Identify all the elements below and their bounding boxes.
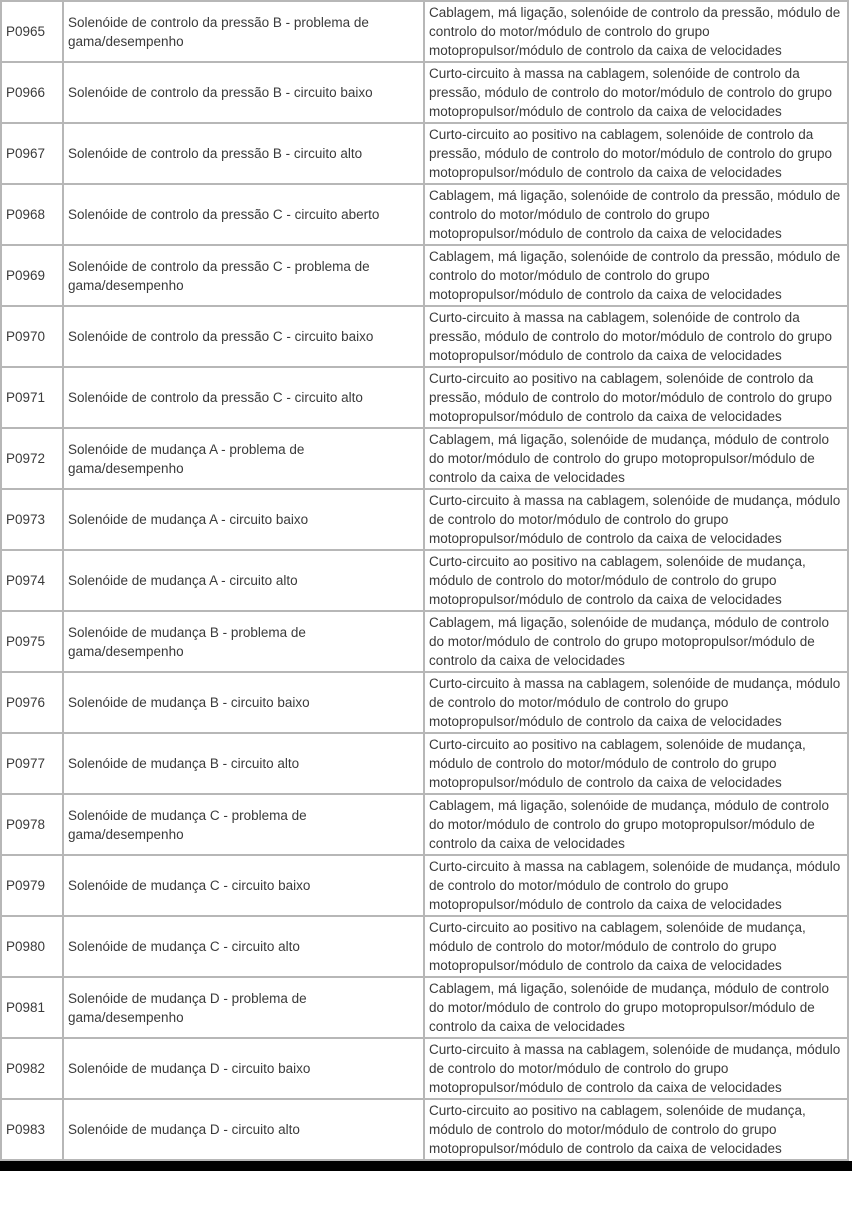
dtc-causes: Curto-circuito à massa na cablagem, solenóide de controlo da pressão, módulo de controlo do motor/módulo de controlo do grupo motopropulsor/módulo de controlo da caixa de velocidades bbox=[424, 306, 848, 367]
table-row bbox=[1, 855, 848, 916]
dtc-code: P0968 bbox=[1, 184, 63, 245]
dtc-causes: Curto-circuito ao positivo na cablagem, solenóide de controlo da pressão, módulo de controlo do motor/módulo de controlo do grupo motopropulsor/módulo de controlo da caixa de velocidades bbox=[424, 123, 848, 184]
table-row bbox=[1, 306, 848, 367]
table-row bbox=[1, 245, 848, 306]
dtc-description: Solenóide de mudança C - circuito baixo bbox=[63, 855, 424, 916]
table-row bbox=[1, 550, 848, 611]
table-row bbox=[1, 489, 848, 550]
dtc-code: P0965 bbox=[1, 1, 63, 62]
dtc-description: Solenóide de mudança D - problema de gama/desempenho bbox=[63, 977, 424, 1038]
table-row bbox=[1, 794, 848, 855]
dtc-description: Solenóide de controlo da pressão B - circuito alto bbox=[63, 123, 424, 184]
dtc-description: Solenóide de mudança A - problema de gama/desempenho bbox=[63, 428, 424, 489]
dtc-description: Solenóide de mudança B - problema de gama/desempenho bbox=[63, 611, 424, 672]
table-row bbox=[1, 977, 848, 1038]
dtc-code: P0977 bbox=[1, 733, 63, 794]
table-row bbox=[1, 62, 848, 123]
table-row bbox=[1, 123, 848, 184]
dtc-code: P0966 bbox=[1, 62, 63, 123]
dtc-code: P0982 bbox=[1, 1038, 63, 1099]
table-row bbox=[1, 184, 848, 245]
dtc-code: P0974 bbox=[1, 550, 63, 611]
dtc-code: P0980 bbox=[1, 916, 63, 977]
dtc-code: P0978 bbox=[1, 794, 63, 855]
dtc-description: Solenóide de controlo da pressão B - problema de gama/desempenho bbox=[63, 1, 424, 62]
page-bottom-rule bbox=[0, 1161, 852, 1171]
dtc-causes: Curto-circuito ao positivo na cablagem, solenóide de mudança, módulo de controlo do motor/módulo de controlo do grupo motopropulsor/módulo de controlo da caixa de velocidades bbox=[424, 733, 848, 794]
dtc-causes: Curto-circuito à massa na cablagem, solenóide de mudança, módulo de controlo do motor/módulo de controlo do grupo motopropulsor/módulo de controlo da caixa de velocidades bbox=[424, 489, 848, 550]
dtc-description: Solenóide de controlo da pressão B - circuito baixo bbox=[63, 62, 424, 123]
dtc-causes: Cablagem, má ligação, solenóide de mudança, módulo de controlo do motor/módulo de controlo do grupo motopropulsor/módulo de controlo da caixa de velocidades bbox=[424, 428, 848, 489]
dtc-causes: Cablagem, má ligação, solenóide de controlo da pressão, módulo de controlo do motor/módulo de controlo do grupo motopropulsor/módulo de controlo da caixa de velocidades bbox=[424, 245, 848, 306]
dtc-causes: Cablagem, má ligação, solenóide de mudança, módulo de controlo do motor/módulo de controlo do grupo motopropulsor/módulo de controlo da caixa de velocidades bbox=[424, 977, 848, 1038]
dtc-table-body bbox=[1, 1, 848, 1160]
dtc-description: Solenóide de mudança D - circuito baixo bbox=[63, 1038, 424, 1099]
dtc-code: P0972 bbox=[1, 428, 63, 489]
dtc-causes: Cablagem, má ligação, solenóide de controlo da pressão, módulo de controlo do motor/módulo de controlo do grupo motopropulsor/módulo de controlo da caixa de velocidades bbox=[424, 184, 848, 245]
dtc-description: Solenóide de mudança C - circuito alto bbox=[63, 916, 424, 977]
dtc-code: P0973 bbox=[1, 489, 63, 550]
dtc-description: Solenóide de controlo da pressão C - circuito aberto bbox=[63, 184, 424, 245]
table-row bbox=[1, 733, 848, 794]
dtc-description: Solenóide de controlo da pressão C - problema de gama/desempenho bbox=[63, 245, 424, 306]
dtc-code: P0983 bbox=[1, 1099, 63, 1160]
dtc-code: P0976 bbox=[1, 672, 63, 733]
dtc-causes: Cablagem, má ligação, solenóide de mudança, módulo de controlo do motor/módulo de controlo do grupo motopropulsor/módulo de controlo da caixa de velocidades bbox=[424, 611, 848, 672]
dtc-description: Solenóide de controlo da pressão C - circuito baixo bbox=[63, 306, 424, 367]
dtc-code: P0969 bbox=[1, 245, 63, 306]
dtc-causes: Curto-circuito à massa na cablagem, solenóide de mudança, módulo de controlo do motor/módulo de controlo do grupo motopropulsor/módulo de controlo da caixa de velocidades bbox=[424, 672, 848, 733]
dtc-code: P0979 bbox=[1, 855, 63, 916]
dtc-description: Solenóide de mudança B - circuito baixo bbox=[63, 672, 424, 733]
table-row bbox=[1, 916, 848, 977]
dtc-description: Solenóide de mudança A - circuito alto bbox=[63, 550, 424, 611]
table-row bbox=[1, 367, 848, 428]
dtc-description: Solenóide de mudança D - circuito alto bbox=[63, 1099, 424, 1160]
dtc-code: P0970 bbox=[1, 306, 63, 367]
table-row bbox=[1, 1099, 848, 1160]
dtc-causes: Curto-circuito ao positivo na cablagem, solenóide de mudança, módulo de controlo do motor/módulo de controlo do grupo motopropulsor/módulo de controlo da caixa de velocidades bbox=[424, 550, 848, 611]
dtc-code: P0981 bbox=[1, 977, 63, 1038]
table-row bbox=[1, 672, 848, 733]
dtc-causes: Cablagem, má ligação, solenóide de mudança, módulo de controlo do motor/módulo de controlo do grupo motopropulsor/módulo de controlo da caixa de velocidades bbox=[424, 794, 848, 855]
dtc-code: P0967 bbox=[1, 123, 63, 184]
dtc-code: P0971 bbox=[1, 367, 63, 428]
table-row bbox=[1, 1038, 848, 1099]
dtc-causes: Curto-circuito à massa na cablagem, solenóide de mudança, módulo de controlo do motor/módulo de controlo do grupo motopropulsor/módulo de controlo da caixa de velocidades bbox=[424, 855, 848, 916]
dtc-description: Solenóide de mudança A - circuito baixo bbox=[63, 489, 424, 550]
dtc-description: Solenóide de controlo da pressão C - circuito alto bbox=[63, 367, 424, 428]
dtc-causes: Curto-circuito à massa na cablagem, solenóide de mudança, módulo de controlo do motor/módulo de controlo do grupo motopropulsor/módulo de controlo da caixa de velocidades bbox=[424, 1038, 848, 1099]
dtc-description: Solenóide de mudança B - circuito alto bbox=[63, 733, 424, 794]
table-row bbox=[1, 1, 848, 62]
dtc-causes: Curto-circuito ao positivo na cablagem, solenóide de mudança, módulo de controlo do motor/módulo de controlo do grupo motopropulsor/módulo de controlo da caixa de velocidades bbox=[424, 1099, 848, 1160]
dtc-description: Solenóide de mudança C - problema de gama/desempenho bbox=[63, 794, 424, 855]
dtc-code: P0975 bbox=[1, 611, 63, 672]
dtc-causes: Cablagem, má ligação, solenóide de controlo da pressão, módulo de controlo do motor/módulo de controlo do grupo motopropulsor/módulo de controlo da caixa de velocidades bbox=[424, 1, 848, 62]
dtc-causes: Curto-circuito ao positivo na cablagem, solenóide de mudança, módulo de controlo do motor/módulo de controlo do grupo motopropulsor/módulo de controlo da caixa de velocidades bbox=[424, 916, 848, 977]
dtc-causes: Curto-circuito ao positivo na cablagem, solenóide de controlo da pressão, módulo de controlo do motor/módulo de controlo do grupo motopropulsor/módulo de controlo da caixa de velocidades bbox=[424, 367, 848, 428]
table-row bbox=[1, 611, 848, 672]
table-row bbox=[1, 428, 848, 489]
dtc-causes: Curto-circuito à massa na cablagem, solenóide de controlo da pressão, módulo de controlo do motor/módulo de controlo do grupo motopropulsor/módulo de controlo da caixa de velocidades bbox=[424, 62, 848, 123]
